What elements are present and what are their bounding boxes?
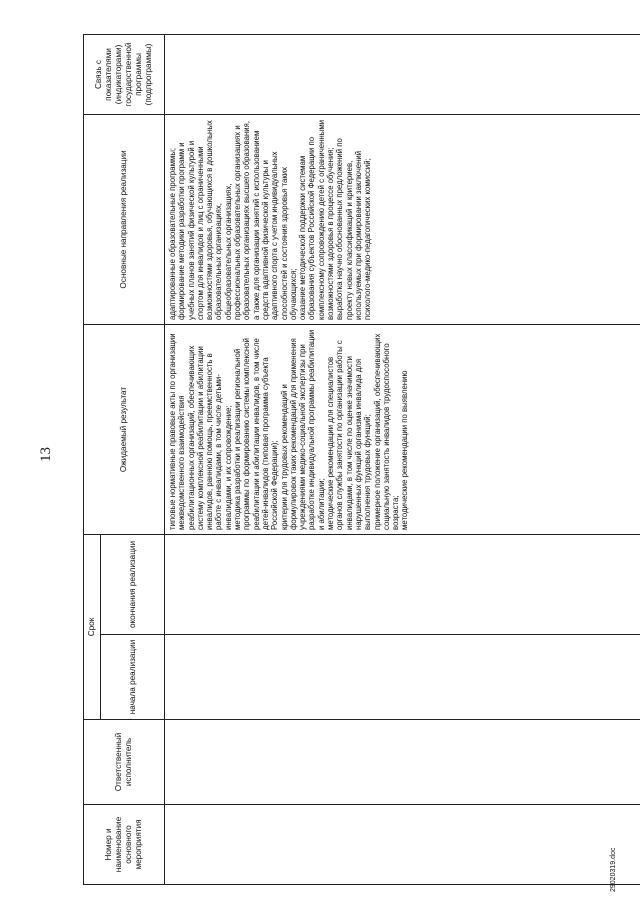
cell-link-indicators (165, 34, 640, 114)
footer-filename: 29020319.doc (610, 847, 617, 892)
main-direction-item: адаптированные образовательные программы; (168, 147, 177, 320)
header-number-name: Номер и наименование основного мероприятия (84, 805, 165, 885)
header-term-end: окончания реализации (101, 534, 165, 634)
expected-result-item: критерии для трудовых рекомендаций и формулировок таких рекомендаций для применения учреждениями медико-социальной экспертизы при разработке индивидуальной программы реабилитации и абилитации; (279, 329, 326, 530)
table-row (165, 34, 640, 884)
header-term-start: начала реализации (101, 635, 165, 720)
header-term: Срок (84, 534, 101, 719)
header-responsible: Ответственный исполнитель (84, 720, 165, 805)
cell-term-end (165, 534, 640, 634)
expected-result-item: примерное положение организаций, обеспечивающих социальную занятость инвалидов трудоспособного возраста; (372, 333, 401, 530)
header-expected-result: Ожидаемый результат (84, 324, 165, 534)
main-direction-item: оказание методической поддержки системам образования субъектов Российской Федерации по комплексному сопровождению детей с ограниченными возможностями здоровья в процессе обучения; (298, 119, 336, 320)
expected-result-item: методические рекомендации для специалистов органов службы занятости по организации работы с инвалидами, в том числе по оценке значимости нарушенных функций организма инвалида для выполнения трудовых функций; (326, 340, 373, 530)
header-link-indicators: Связь с показателями (индикаторами) государственной программы (подпрограммы) (84, 34, 165, 114)
expected-result-item: типовые нормативные правовые акты по организации межведомственного взаимодействия реабилитационных организаций, обеспечивающих систему комплексной реабилитации и абилитации инвалидов, раннюю помощь, преемственность в работе с инвалидами, в том числе детьми-инвалидами, и их сопровождение; (168, 333, 233, 530)
cell-main-directions (165, 114, 640, 324)
main-direction-item: формирование методики разработки программ и учебных планов занятий физической культурой и спортом для инвалидов и лиц с ограниченными возможностями здоровья, обучающихся в дошкольных образовательных организациях, общеобразовательных организациях, профессиональных образовательных организациях и образовательных организациях высшего образования, а также для организации занятий с использованием средств адаптивной физической культуры и адаптивного спорта с учетом индивидуальных способностей и состояния здоровья таких обучающихся; (177, 120, 298, 320)
cell-responsible (165, 720, 640, 805)
activities-table (83, 34, 640, 885)
expected-result-item: методика разработки и реализации региональной программы по формированию системы комплексной реабилитации и абилитации инвалидов, в том числе детей-инвалидов (типовая программа субъекта Российской Федерации); (233, 338, 280, 530)
cell-term-start (165, 635, 640, 720)
page-number: 13 (38, 447, 54, 462)
activities-table-wrapper (83, 35, 640, 885)
expected-result-item: методические рекомендации по выявлению (400, 370, 410, 530)
main-direction-item: выработка научно обоснованных предложений по проекту новых классификаций и критериев, используемых при формировании заключений психолого-медико-педагогических комиссий; (335, 138, 373, 320)
cell-expected-result (165, 324, 640, 534)
cell-number-name (165, 805, 640, 885)
header-main-directions: Основные направления реализации (84, 114, 165, 324)
